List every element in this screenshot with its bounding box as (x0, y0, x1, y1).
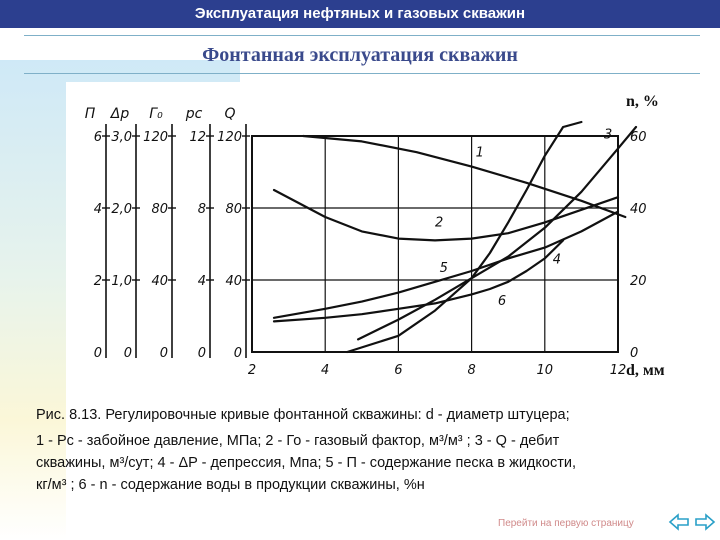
x-tick-label: 10 (536, 363, 554, 378)
x-tick-label: 4 (321, 363, 330, 378)
right-axis-label: n, % (626, 93, 659, 110)
left-axis-tick-label: 0 (233, 346, 242, 361)
caption-line-4: кг/м³ ; 6 - n - содержание воды в продукции скважины, %н (36, 477, 425, 493)
header-bar: Эксплуатация нефтяных и газовых скважин (0, 0, 720, 28)
series-line-5 (347, 122, 581, 352)
x-tick-label: 6 (394, 363, 403, 378)
top-rule (24, 35, 700, 36)
left-axis-tick-label: 4 (93, 202, 102, 217)
left-axis-header: Γ₀ (149, 106, 163, 122)
first-page-link[interactable]: Перейти на первую страницу (498, 518, 634, 529)
left-axis-tick-label: 80 (225, 202, 242, 217)
left-axis-header: pc (185, 106, 203, 122)
caption-line-2: 1 - Pc - забойное давление, МПа; 2 - Го - газовый фактор, м³/м³ ; 3 - Q - дебит (36, 433, 560, 449)
left-axis-tick-label: 2 (93, 274, 102, 289)
series-label-4: 4 (552, 252, 562, 268)
left-axis-tick-label: 8 (197, 202, 206, 217)
right-axis-tick-label: 60 (630, 130, 647, 145)
series-label-6: 6 (497, 294, 507, 309)
x-tick-label: 12 (609, 363, 627, 378)
x-tick-label: 2 (247, 363, 257, 378)
left-axis-tick-label: 6 (93, 130, 102, 145)
left-axis-tick-label: 0 (93, 346, 102, 361)
right-axis-tick-label: 20 (630, 274, 647, 289)
left-axis-tick-label: 4 (197, 274, 206, 289)
left-axis-tick-label: 0 (123, 346, 132, 361)
series-label-3: 3 (604, 127, 613, 143)
title-rule (24, 73, 700, 74)
series-line-1 (303, 136, 625, 217)
right-arrow-icon[interactable] (694, 512, 716, 532)
left-axis-tick-label: 40 (225, 274, 242, 289)
left-axis-tick-label: 0 (197, 346, 206, 361)
caption-line-3: скважины, м³/сут; 4 - ΔP - депрессия, Мпа; 5 - П - содержание песка в жидкости, (36, 455, 576, 471)
left-axis-tick-label: 120 (217, 130, 242, 145)
left-axis-tick-label: 1,0 (111, 274, 132, 289)
series-label-5: 5 (439, 261, 448, 277)
left-arrow-icon[interactable] (668, 512, 690, 532)
regulation-chart (70, 90, 690, 390)
left-axis-header: Δp (110, 106, 130, 122)
x-tick-label: 8 (467, 363, 476, 378)
slide-title: Фонтанная эксплуатация скважин (202, 44, 518, 66)
caption-line-1: Рис. 8.13. Регулировочные кривые фонтанной скважины: d - диаметр штуцера; (36, 407, 570, 423)
right-axis-tick-label: 40 (630, 202, 647, 217)
left-axis-tick-label: 80 (151, 202, 168, 217)
series-label-1: 1 (475, 145, 484, 161)
left-axis-tick-label: 3,0 (111, 130, 132, 145)
left-axis-tick-label: 0 (159, 346, 168, 361)
left-axis-header: П (84, 106, 96, 122)
left-axis-tick-label: 40 (151, 274, 168, 289)
left-axis-tick-label: 2,0 (111, 202, 132, 217)
right-axis-tick-label: 0 (630, 346, 639, 361)
left-axis-tick-label: 120 (143, 130, 168, 145)
series-label-2: 2 (435, 215, 444, 231)
left-axis-header: Q (224, 106, 236, 122)
left-axis-tick-label: 12 (189, 130, 206, 145)
x-axis-label: d, мм (626, 362, 665, 379)
